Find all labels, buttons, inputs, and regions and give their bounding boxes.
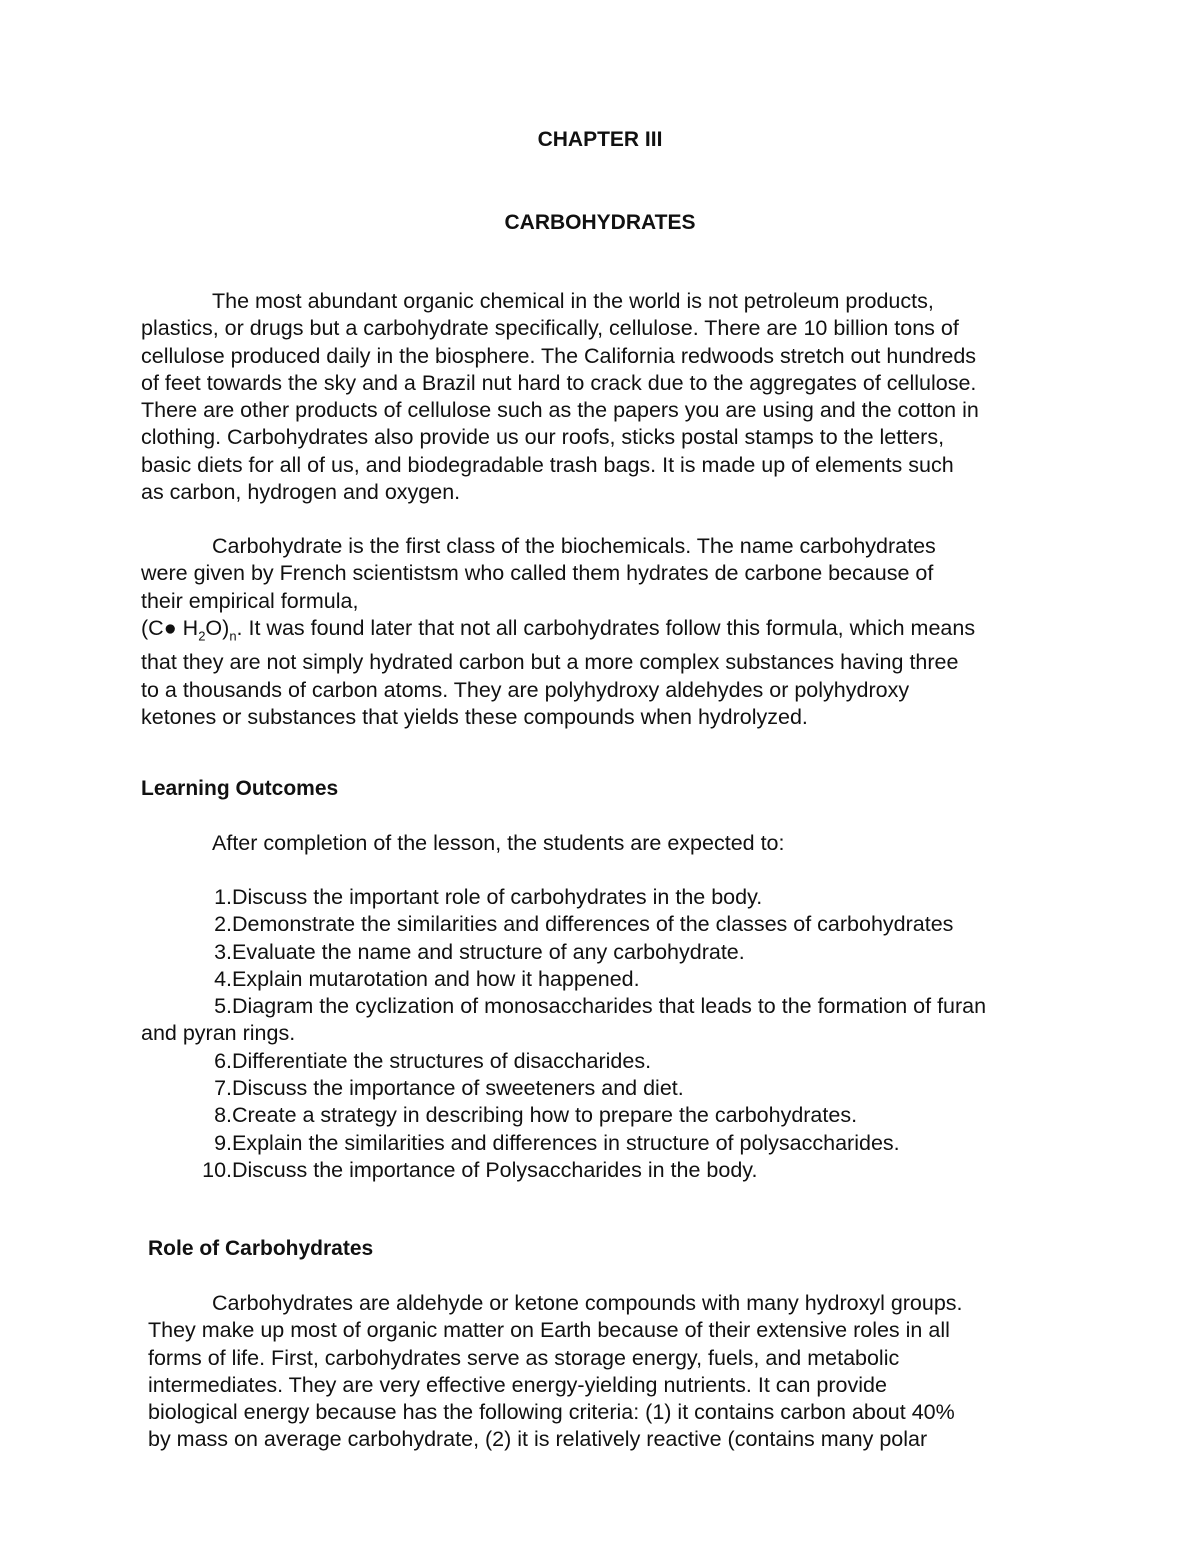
outcome-item: 8.Create a strategy in describing how to prepare the carbohydrates.: [214, 1103, 858, 1128]
definition-line: ketones or substances that yields these compounds when hydrolyzed.: [141, 705, 808, 730]
outcome-item: 4.Explain mutarotation and how it happened.: [214, 966, 640, 991]
learning-outcomes-list: [141, 884, 1081, 1184]
outcome-item: 3.Evaluate the name and structure of any carbohydrate.: [214, 939, 745, 964]
intro-line: clothing. Carbohydrates also provide us our roofs, sticks postal stamps to the letters,: [141, 425, 945, 450]
outcome-item: 7.Discuss the importance of sweeteners and diet.: [214, 1076, 684, 1101]
formula-subscript-2: 2: [198, 628, 206, 644]
intro-line: of feet towards the sky and a Brazil nut hard to crack due to the aggregates of cellulose.: [141, 370, 977, 395]
intro-line: as carbon, hydrogen and oxygen.: [141, 480, 461, 505]
intro-line: The most abundant organic chemical in the world is not petroleum products,: [212, 289, 934, 313]
outcome-item: 6.Differentiate the structures of disaccharides.: [214, 1048, 652, 1073]
intro-line: plastics, or drugs but a carbohydrate specifically, cellulose. There are 10 billion tons of: [141, 316, 959, 341]
role-line: They make up most of organic matter on Earth because of their extensive roles in all: [148, 1318, 950, 1343]
role-line: forms of life. First, carbohydrates serve as storage energy, fuels, and metabolic: [148, 1345, 900, 1370]
role-line: by mass on average carbohydrate, (2) it is relatively reactive (contains many polar: [148, 1427, 928, 1452]
outcome-item: 2.Demonstrate the similarities and differences of the classes of carbohydrates: [214, 912, 954, 937]
learning-outcomes-heading: Learning Outcomes: [141, 777, 339, 800]
outcome-item: 9.Explain the similarities and differences in structure of polysaccharides.: [214, 1130, 900, 1155]
role-line: biological energy because has the following criteria: (1) it contains carbon about 40%: [148, 1400, 955, 1425]
formula-h: H: [176, 615, 199, 640]
definition-line: Carbohydrate is the first class of the biochemicals. The name carbohydrates: [212, 534, 936, 558]
chapter-title: CARBOHYDRATES: [504, 211, 696, 234]
formula-rest: . It was found later that not all carbohydrates follow this formula, which means: [236, 615, 976, 640]
definition-line: that they are not simply hydrated carbon but a more complex substances having three: [141, 650, 959, 675]
intro-line: basic diets for all of us, and biodegradable trash bags. It is made up of elements such: [141, 452, 954, 477]
definition-line: were given by French scientistsm who called them hydrates de carbone because of: [141, 561, 934, 586]
role-line: Carbohydrates are aldehyde or ketone compounds with many hydroxyl groups.: [212, 1291, 963, 1315]
formula-open: (C: [141, 615, 164, 640]
outcome-item: 10.Discuss the importance of Polysaccharides in the body.: [202, 1157, 758, 1182]
intro-paragraph: [141, 288, 1071, 506]
intro-line: cellulose produced daily in the biosphere. The California redwoods stretch out hundreds: [141, 343, 977, 368]
role-paragraph: [148, 1290, 1078, 1454]
formula-dot: ●: [163, 615, 177, 640]
definition-paragraph: [141, 533, 1071, 731]
role-line: intermediates. They are very effective energy-yielding nutrients. It can provide: [148, 1372, 887, 1397]
intro-line: There are other products of cellulose such as the papers you are using and the cotton in: [141, 398, 979, 423]
role-heading: Role of Carbohydrates: [148, 1237, 374, 1260]
formula-o: O): [205, 615, 230, 640]
definition-line: their empirical formula,: [141, 588, 359, 613]
outcome-item: 5.Diagram the cyclization of monosaccharides that leads to the formation of furan and pyran rings.: [141, 994, 987, 1046]
learning-outcomes-lead: After completion of the lesson, the students are expected to:: [212, 831, 785, 855]
formula-subscript-n: n: [229, 628, 237, 644]
formula-line: [141, 615, 1071, 650]
outcome-item: 1.Discuss the important role of carbohydrates in the body.: [214, 885, 763, 909]
definition-line: to a thousands of carbon atoms. They are polyhydroxy aldehydes or polyhydroxy: [141, 677, 910, 702]
chapter-label: CHAPTER III: [537, 128, 663, 151]
